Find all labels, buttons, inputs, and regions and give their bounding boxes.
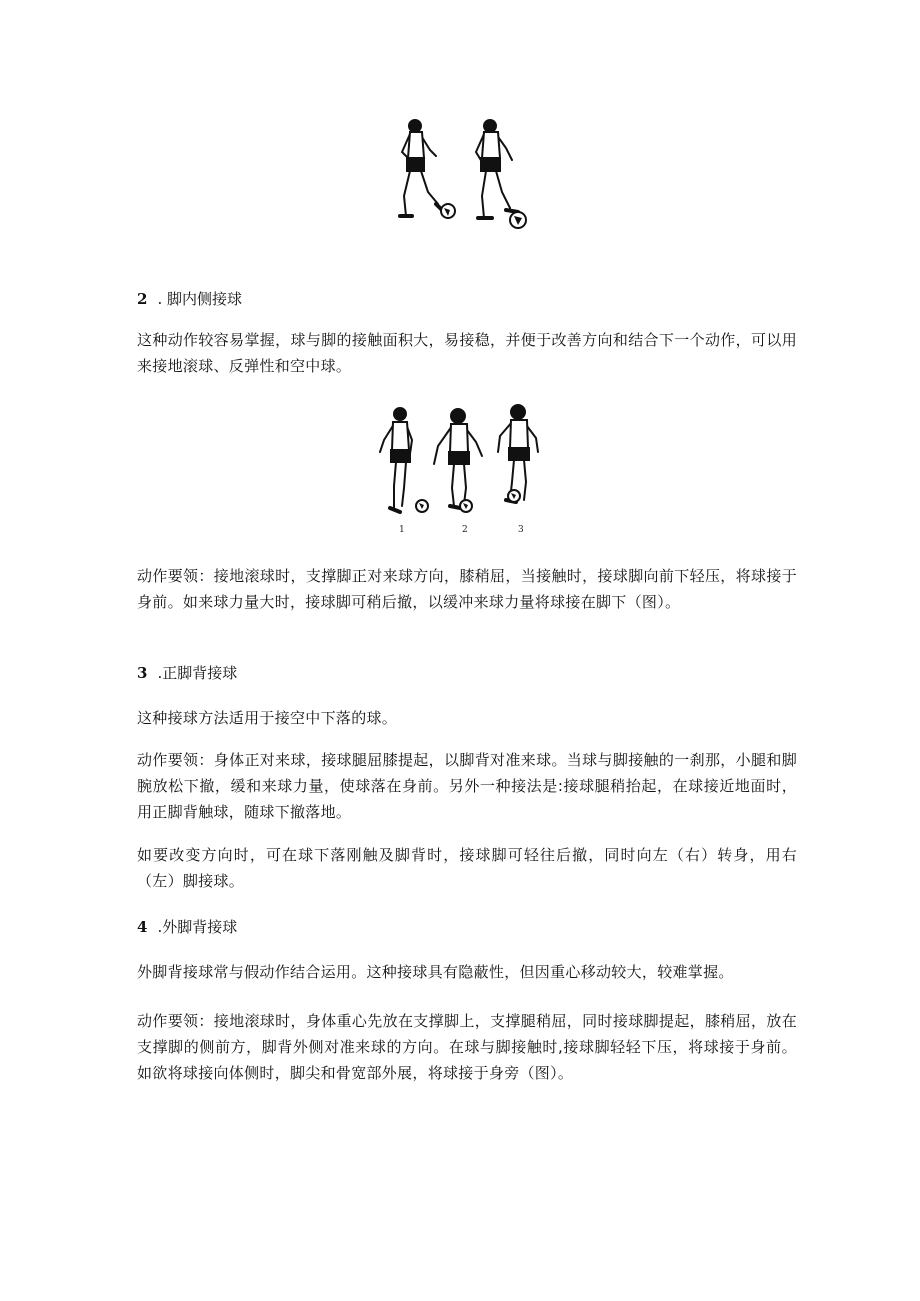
figure-label: 1 <box>399 525 405 535</box>
section-number: 3 <box>137 664 148 682</box>
players-illustration-2 <box>372 402 547 537</box>
paragraph: 动作要领：接地滚球时，身体重心先放在支撑脚上，支撑腿稍屈，同时接球脚提起，膝稍屈，放在支撑脚的侧前方，脚背外侧对准来球的方向。在球与脚接触时,接球脚轻轻下压，将球接于身前。如欲将球接向体侧时，脚尖和骨宽部外展，将球接于身旁（图）。 <box>137 1012 797 1082</box>
section-title: . 脚内侧接球 <box>157 290 242 308</box>
section-heading <box>137 916 237 938</box>
section-heading <box>137 662 237 684</box>
figure-label: 3 <box>518 525 524 535</box>
figure-inside-foot-trap <box>372 402 547 537</box>
section-title: .正脚背接球 <box>157 664 238 682</box>
paragraph: 如要改变方向时，可在球下落刚触及脚背时，接球脚可轻往后撤，同时向左（右）转身，用右（左）脚接球。 <box>137 846 797 890</box>
paragraph: 动作要领：身体正对来球，接球腿屈膝提起，以脚背对准来球。当球与脚接触的一刹那，小腿和脚腕放松下撤，缓和来球力量，使球落在身前。另外一种接法是:接球腿稍抬起，在球接近地面时，用正脚背触球，随球下撤落地。 <box>137 751 797 821</box>
section-number: 2 <box>137 290 148 308</box>
figure-sole-trap <box>380 112 540 237</box>
paragraph: 这种接球方法适用于接空中下落的球。 <box>137 709 398 727</box>
paragraph: 这种动作较容易掌握，球与脚的接触面积大，易接稳，并便于改善方向和结合下一个动作，可以用来接地滚球、反弹性和空中球。 <box>137 331 797 375</box>
section-number: 4 <box>137 918 148 936</box>
paragraph: 动作要领：接地滚球时，支撑脚正对来球方向，膝稍屈，当接触时，接球脚向前下轻压，将球接于身前。如来球力量大时，接球脚可稍后撤，以缓冲来球力量将球接在脚下（图）。 <box>137 567 797 611</box>
section-heading <box>137 288 242 310</box>
section-title: .外脚背接球 <box>157 918 238 936</box>
figure-label: 2 <box>462 525 468 535</box>
players-illustration-1 <box>380 112 540 237</box>
paragraph: 外脚背接球常与假动作结合运用。这种接球具有隐蔽性，但因重心移动较大，较难掌握。 <box>137 963 734 981</box>
